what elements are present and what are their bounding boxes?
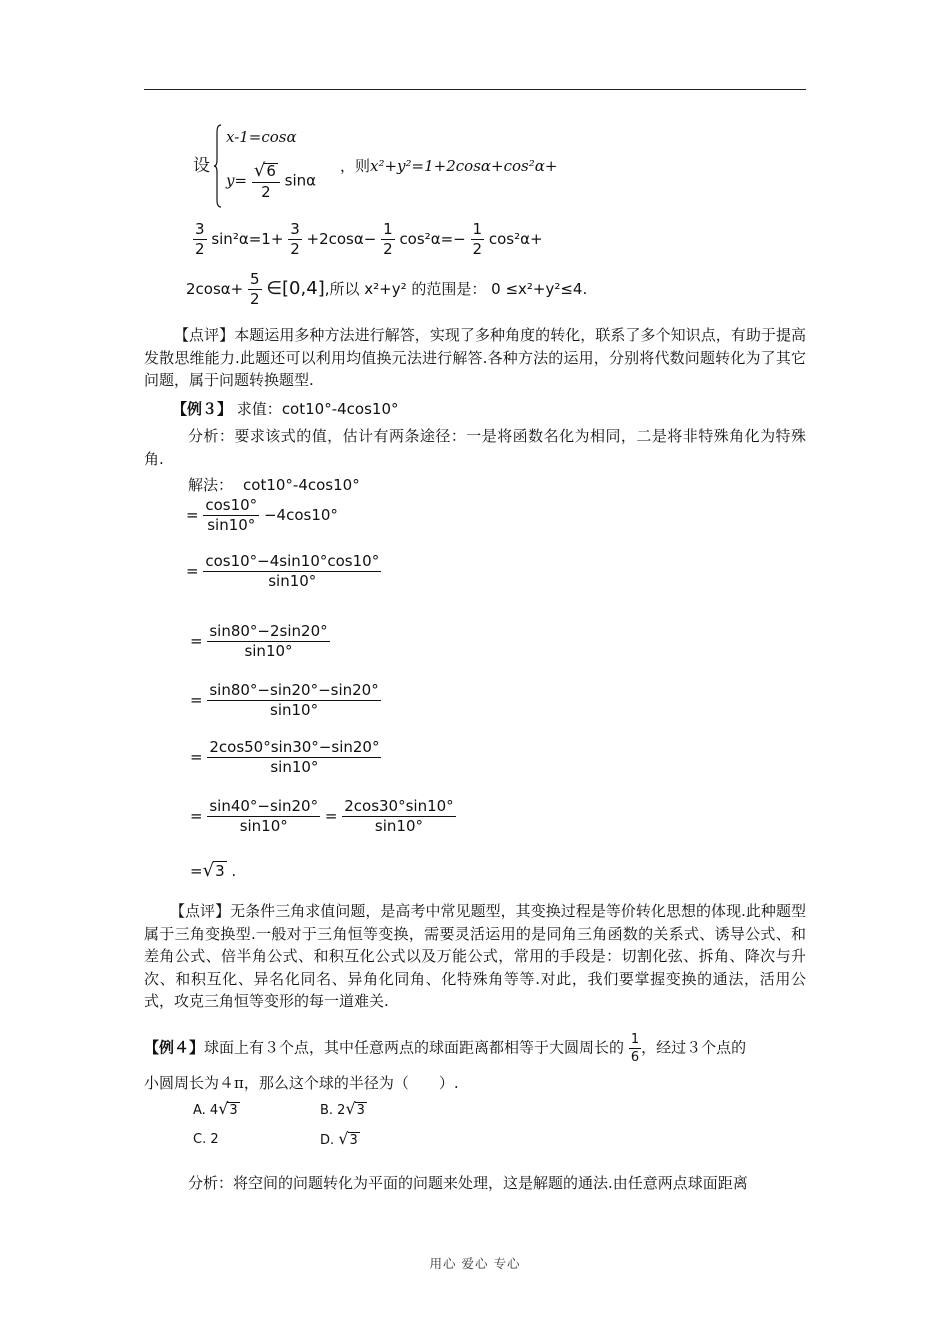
set-char: 设 — [193, 156, 210, 176]
example-3-analysis: 分析：要求该式的值，估计有两条途径：一是将函数名化为相同，二是将非特殊角化为特殊角. — [144, 427, 806, 468]
comment-paragraph-3: 【点评】无条件三角求值问题，是高考中常见题型，其变换过程是等价转化思想的体现.此种题型属于三角变换型.一般对于三角恒等变换，需要灵活运用的是同角三角函数的关系式、诱导公式、和差角公式、倍半角公式、和积互化公式以及万能公式，常用的手段是：切割化弦、拆角、降次与升次、和积互化、异名化同名、异角化同角、化特殊角等等.对此，我们要掌握变换的通法，活用公式，攻克三角恒等变形的每一道难关. — [144, 902, 806, 1010]
left-brace — [214, 124, 222, 208]
sqrt6-over-2: $\frac{√6}{2}$ — [252, 162, 280, 200]
header-rule — [144, 89, 806, 90]
example-4-analysis: 分析：将空间的问题转化为平面的问题来处理，这是解题的通法.由任意两点球面距离 — [188, 1174, 748, 1192]
step-6: = $\frac{\sin 40^\circ-\sin 20^\circ}{\sin 10^\circ}$ = $\frac{2\cos 30^\circ\sin 10^\circ}{\sin 10^\circ}$ — [190, 797, 454, 835]
option-d: D. √3 — [320, 1129, 358, 1148]
system-line-2: y= $\frac{√6}{2}$ sinα — [226, 160, 317, 201]
derivation-line-2: $\frac{3}{2}$ sin²α=1+ $\frac{3}{2}$ +2cosα− $\frac{1}{2}$ cos²α=− $\frac{1}{2}$ cos²α+ — [195, 220, 543, 258]
step-7: =√3 . — [190, 860, 237, 881]
step-5: = $\frac{2\cos 50^\circ\sin 30^\circ-\sin 20^\circ}{\sin 10^\circ}$ — [190, 738, 380, 776]
page-footer: 用心 爱心 专心 — [429, 1256, 521, 1271]
step-4: = $\frac{\sin 80^\circ-\sin 20^\circ-\sin 20^\circ}{\sin 10^\circ}$ — [190, 681, 379, 719]
option-c: C. 2 — [193, 1132, 219, 1147]
comment-paragraph-2: 【点评】本题运用多种方法进行解答，实现了多种角度的转化，联系了多个知识点，有助于提高发散思维能力.此题还可以利用均值换元法进行解答.各种方法的运用，分别将代数问题转化为了其它问题，属于问题转换题型. — [144, 326, 806, 389]
derivation-line-3: 2cosα+ $\frac{5}{2}$ ∈[0,4],所以 x²+y² 的范围是： 0 ≤x²+y²≤4. — [186, 270, 588, 308]
then-clause: ，则x²+y²=1+2cosα+cos²α+ — [340, 157, 558, 175]
step-1: = $\frac{\cos 10^\circ}{\sin 10^\circ}$ −4cos10° — [186, 496, 338, 534]
example-4-line-1: 【例４】球面上有３个点，其中任意两点的球面距离都相等于大圆周长的 $\frac{1}{6}$ ，经过３个点的 — [144, 1032, 747, 1065]
example-3-heading: 【例３】 求值：cot10°-4cos10° — [172, 400, 399, 418]
solution-heading: 解法： cot10°-4cos10° — [188, 476, 360, 494]
step-3: = $\frac{\sin 80^\circ-2\sin 20^\circ}{\sin 10^\circ}$ — [190, 622, 328, 660]
option-a: A. 4√3 — [193, 1099, 238, 1118]
example-4-line-2: 小圆周长为４π，那么这个球的半径为（ ）. — [144, 1074, 459, 1092]
step-2: = $\frac{\cos 10^\circ-4\sin 10^\circ\cos 10^\circ}{\sin 10^\circ}$ — [186, 552, 380, 590]
option-b: B. 2√3 — [320, 1099, 365, 1118]
system-line-1: x-1=cosα — [226, 128, 297, 146]
